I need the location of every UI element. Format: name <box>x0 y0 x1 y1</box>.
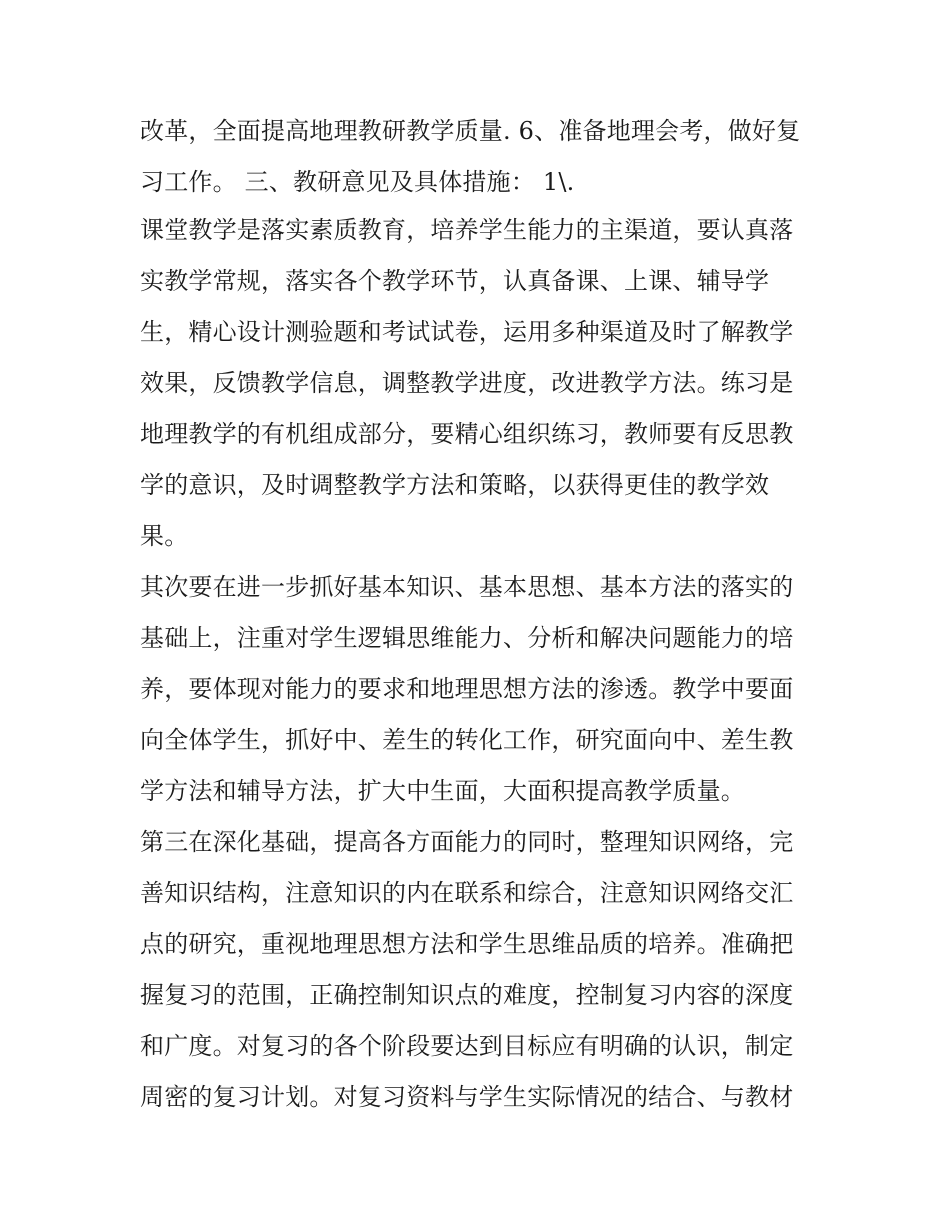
text-line: 学方法和辅导方法，扩大中生面，大面积提高教学质量。 <box>140 777 745 805</box>
text-line: 实教学常规，落实各个教学环节，认真备课、上课、辅导学 <box>140 267 770 295</box>
text-line: 习工作。 三、教研意见及具体措施： 1\. <box>140 168 575 196</box>
text-line: 效果，反馈教学信息，调整教学进度，改进教学方法。练习是 <box>140 369 794 397</box>
text-line: 生，精心设计测验题和考试试卷，运用多种渠道及时了解教学 <box>140 318 794 346</box>
text-line: 点的研究，重视地理思想方法和学生思维品质的培养。准确把 <box>140 930 794 958</box>
text-line: 善知识结构，注意知识的内在联系和综合，注意知识网络交汇 <box>140 879 794 907</box>
text-line: 基础上，注重对学生逻辑思维能力、分析和解决问题能力的培 <box>140 624 794 652</box>
text-line: 地理教学的有机组成部分，要精心组织练习，教师要有反思教 <box>140 420 794 448</box>
text-line: 改革，全面提高地理教研教学质量. 6、准备地理会考，做好复 <box>140 117 801 145</box>
text-line: 第三在深化基础，提高各方面能力的同时，整理知识网络，完 <box>140 828 794 856</box>
text-line: 向全体学生，抓好中、差生的转化工作，研究面向中、差生教 <box>140 726 794 754</box>
text-line: 学的意识，及时调整教学方法和策略，以获得更佳的教学效 <box>140 471 770 499</box>
text-line: 和广度。对复习的各个阶段要达到目标应有明确的认识，制定 <box>140 1032 794 1060</box>
text-line: 其次要在进一步抓好基本知识、基本思想、基本方法的落实的 <box>140 573 794 601</box>
text-line: 握复习的范围，正确控制知识点的难度，控制复习内容的深度 <box>140 981 794 1009</box>
text-line: 周密的复习计划。对复习资料与学生实际情况的结合、与教材 <box>140 1083 794 1111</box>
text-line: 课堂教学是落实素质教育，培养学生能力的主渠道，要认真落 <box>140 216 794 244</box>
text-line: 果。 <box>140 522 189 550</box>
text-line: 养，要体现对能力的要求和地理思想方法的渗透。教学中要面 <box>140 675 794 703</box>
